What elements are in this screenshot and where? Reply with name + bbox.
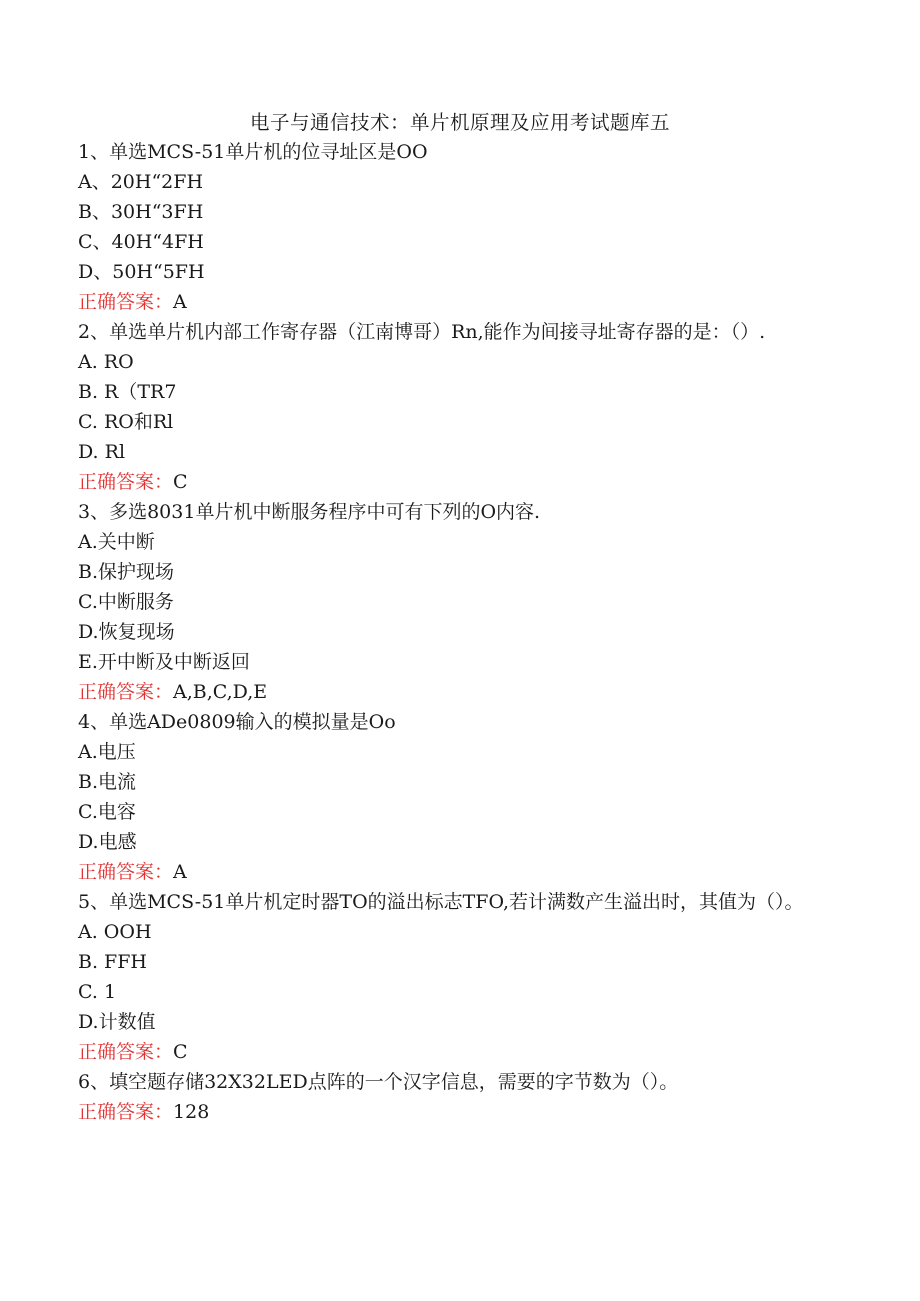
question-option: B.电流 bbox=[78, 771, 137, 793]
question-option: A.电压 bbox=[78, 741, 136, 763]
answer-value: A,B,C,D,E bbox=[173, 681, 268, 703]
answer-label: 正确答案： bbox=[78, 681, 174, 703]
correct-answer bbox=[78, 467, 868, 497]
question-option: B. FFH bbox=[78, 951, 147, 973]
question-option: A. RO bbox=[78, 351, 134, 373]
answer-value: C bbox=[173, 1041, 188, 1063]
question-list bbox=[78, 137, 868, 1127]
question-stem: 2、单选单片机内部工作寄存器（江南博哥）Rn,能作为间接寻址寄存器的是：（）. bbox=[78, 321, 766, 343]
question-option: D. Rl bbox=[78, 441, 126, 463]
question-stem: 1、单选MCS-51单片机的位寻址区是OO bbox=[78, 141, 428, 163]
question-option: A. OOH bbox=[78, 921, 152, 943]
answer-value: C bbox=[173, 471, 188, 493]
question-option: C.电容 bbox=[78, 801, 136, 823]
answer-value: A bbox=[173, 291, 187, 313]
question-option: B. R（TR7 bbox=[78, 381, 177, 403]
question-stem: 3、多选8031单片机中断服务程序中可有下列的O内容. bbox=[78, 501, 541, 523]
question-block bbox=[78, 1067, 868, 1127]
answer-label: 正确答案： bbox=[78, 861, 174, 883]
correct-answer bbox=[78, 287, 868, 317]
answer-label: 正确答案： bbox=[78, 1101, 174, 1123]
question-option: C. 1 bbox=[78, 981, 117, 1003]
correct-answer bbox=[78, 857, 868, 887]
question-stem: 5、单选MCS-51单片机定时器TO的溢出标志TFO,若计满数产生溢出时，其值为（）。 bbox=[78, 891, 804, 913]
document-title: 电子与通信技术：单片机原理及应用考试题库五 bbox=[249, 111, 670, 134]
question-block bbox=[78, 317, 868, 497]
question-option: B.保护现场 bbox=[78, 561, 175, 583]
correct-answer bbox=[78, 677, 868, 707]
question-block bbox=[78, 887, 868, 1067]
answer-label: 正确答案： bbox=[78, 291, 174, 313]
answer-value: 128 bbox=[173, 1101, 210, 1123]
question-block bbox=[78, 137, 868, 317]
question-option: C. RO和Rl bbox=[78, 411, 174, 433]
question-block bbox=[78, 497, 868, 707]
correct-answer bbox=[78, 1097, 868, 1127]
question-option: E.开中断及中断返回 bbox=[78, 651, 250, 673]
question-stem: 4、单选ADe0809输入的模拟量是Oo bbox=[78, 711, 396, 733]
answer-value: A bbox=[173, 861, 187, 883]
question-option: D、50H“5FH bbox=[78, 261, 205, 283]
question-option: C.中断服务 bbox=[78, 591, 174, 613]
question-option: A.关中断 bbox=[78, 531, 155, 553]
question-option: D.恢复现场 bbox=[78, 621, 175, 643]
question-block bbox=[78, 707, 868, 887]
question-stem: 6、填空题存储32X32LED点阵的一个汉字信息，需要的字节数为（）。 bbox=[78, 1071, 679, 1093]
correct-answer bbox=[78, 1037, 868, 1067]
question-option: D.计数值 bbox=[78, 1011, 156, 1033]
question-option: D.电感 bbox=[78, 831, 137, 853]
question-option: A、20H“2FH bbox=[78, 171, 204, 193]
answer-label: 正确答案： bbox=[78, 471, 174, 493]
question-option: B、30H“3FH bbox=[78, 201, 204, 223]
answer-label: 正确答案： bbox=[78, 1041, 174, 1063]
question-option: C、40H“4FH bbox=[78, 231, 204, 253]
